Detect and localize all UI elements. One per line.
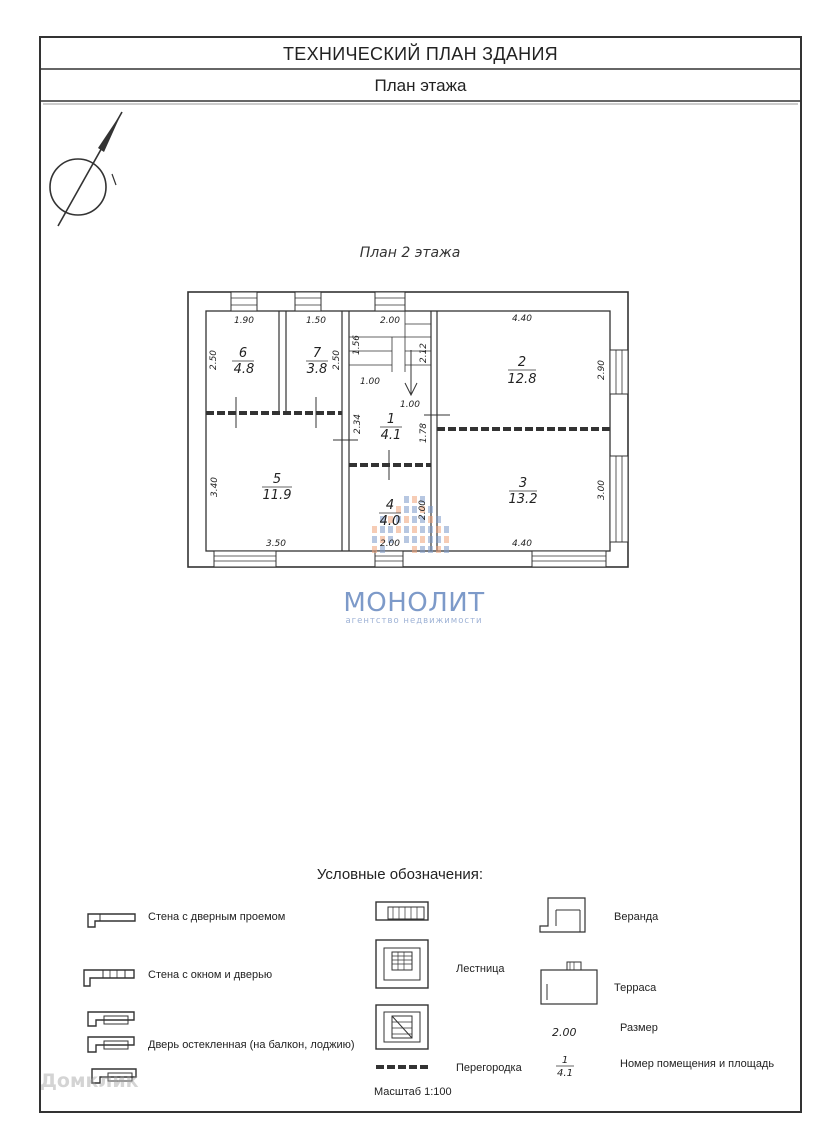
room-3-number: 3 xyxy=(518,476,528,491)
legend-wall-window-door-label: Стена с окном и дверью xyxy=(148,969,273,981)
dimension-label: 2.34 xyxy=(353,413,363,435)
document-subtitle: План этажа xyxy=(374,76,467,95)
dimension-label: 3.50 xyxy=(265,539,287,549)
dimension-label: 4.40 xyxy=(511,539,533,549)
terrace-symbol-icon xyxy=(541,962,597,1004)
legend-room-number-sample: 1 xyxy=(561,1055,569,1066)
stairs-alt-symbol-icon xyxy=(376,1005,428,1049)
legend-room-area-sample: 4.1 xyxy=(557,1068,573,1079)
legend-wall-door-label: Стена с дверным проемом xyxy=(148,911,286,923)
room-7-area: 3.8 xyxy=(306,362,328,377)
legend-symbols xyxy=(84,898,597,1083)
dimension-label: 1.00 xyxy=(359,377,381,387)
legend-room-number-area-label: Номер помещения и площадь xyxy=(620,1058,775,1070)
legend-stairs-label: Лестница xyxy=(456,963,505,975)
room-6-number: 6 xyxy=(238,346,248,361)
room-5-area: 11.9 xyxy=(262,488,292,503)
dimension-label: 3.00 xyxy=(597,479,607,501)
legend-title: Условные обозначения: xyxy=(316,866,484,883)
legend-dimension-sample: 2.00 xyxy=(552,1026,577,1039)
legend-partition-label: Перегородка xyxy=(456,1062,522,1074)
dimension-label: 1.56 xyxy=(352,334,362,356)
dimension-label: 1.00 xyxy=(399,400,421,410)
floor-plan xyxy=(188,292,628,567)
dimension-label: 2.00 xyxy=(379,316,401,326)
legend-dimension-label: Размер xyxy=(620,1022,658,1034)
dimension-label: 1.90 xyxy=(233,316,255,326)
room-7-number: 7 xyxy=(312,346,322,361)
legend-terrace-label: Терраса xyxy=(614,982,657,994)
scale-label: Масштаб 1:100 xyxy=(374,1086,452,1098)
legend-glazed-door-label: Дверь остекленная (на балкон, лоджию) xyxy=(148,1039,355,1051)
room-3-area: 13.2 xyxy=(508,492,538,507)
room-2-area: 12.8 xyxy=(507,372,537,387)
dimension-label: 2.50 xyxy=(332,349,342,371)
room-4-area: 4.0 xyxy=(379,514,401,529)
dimension-label: 2.00 xyxy=(418,499,428,521)
dimension-label: 1.78 xyxy=(419,422,429,444)
room-4-number: 4 xyxy=(385,498,395,513)
dimension-label: 3.40 xyxy=(210,476,220,498)
wall-door-symbol-icon xyxy=(88,914,135,927)
stairs-symbol-icon xyxy=(376,940,428,988)
veranda-symbol-icon xyxy=(540,898,585,932)
stair-partial-symbol-icon xyxy=(376,902,428,920)
dimension-label: 2.50 xyxy=(209,349,219,371)
watermark xyxy=(300,588,528,626)
watermark-name: МОНОЛИТ xyxy=(343,588,485,618)
dimension-label: 2.12 xyxy=(419,342,429,364)
room-1-number: 1 xyxy=(386,412,396,427)
room-5-number: 5 xyxy=(272,472,282,487)
dimension-labels xyxy=(209,314,607,549)
legend-veranda-label: Веранда xyxy=(614,911,659,923)
room-6-area: 4.8 xyxy=(233,362,255,377)
room-labels xyxy=(232,346,537,529)
watermark-tagline: агентство недвижимости xyxy=(345,616,483,626)
room-1-area: 4.1 xyxy=(380,428,402,443)
room-2-number: 2 xyxy=(517,355,527,370)
corner-watermark-logo: Домклик xyxy=(40,1070,139,1092)
document-title: ТЕХНИЧЕСКИЙ ПЛАН ЗДАНИЯ xyxy=(283,44,558,64)
dimension-label: 4.40 xyxy=(511,314,533,324)
dimension-label: 1.50 xyxy=(305,316,327,326)
dimension-label: 2.00 xyxy=(379,539,401,549)
north-arrow-icon xyxy=(50,112,122,226)
dimension-label: 2.90 xyxy=(597,359,607,381)
floor-plan-title: План 2 этажа xyxy=(359,245,461,261)
